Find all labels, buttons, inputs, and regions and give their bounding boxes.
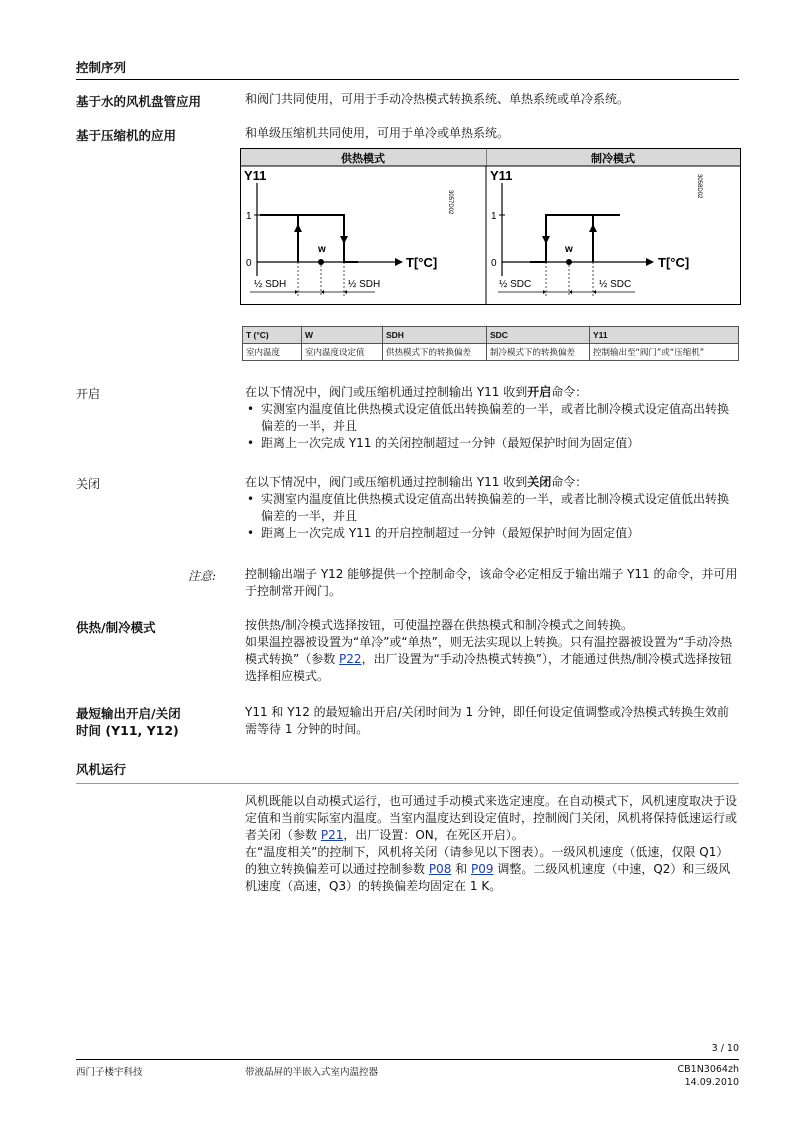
list-item: • 距离上一次完成 Y11 的开启控制超过一分钟（最短保护时间为固定值） [245,525,739,542]
cooling-y-label: Y11 [490,168,513,183]
heating-setpoint-dot [318,259,324,265]
heating-zero: 0 [246,258,252,269]
fan-p2-mid: 和 [451,862,471,876]
footer-company: 西门子楼宇科技 [76,1067,143,1078]
fan-text [245,793,739,895]
legend-table-wrap [242,326,739,361]
compressor-text: 和单级压缩机共同使用，可用于单冷或单热系统。 [245,126,510,140]
p21-link[interactable]: P21 [320,828,344,842]
legend-value-row [243,344,739,361]
legend-value-cell: 控制输出至“阀门”或“压缩机” [590,344,739,361]
list-item: • 距离上一次完成 Y11 的关闭控制超过一分钟（最短保护时间为固定值） [245,435,739,452]
min-output-heading-line2: 时间 (Y11, Y12) [76,723,179,738]
heating-code: 3057D02 [447,190,453,215]
legend-header-cell: SDH [383,327,487,344]
heating-one: 1 [246,211,252,222]
note-label: 注意: [188,569,217,583]
off-intro-text: 在以下情况中，阀门或压缩机通过控制输出 Y11 收到 [245,475,528,489]
heating-y-label: Y11 [244,168,267,183]
fan-coil-text: 和阀门共同使用，可用于手动冷热模式转换系统、单热系统或单冷系统。 [245,92,630,106]
off-section [245,474,739,542]
min-output-heading [76,705,181,739]
footer-product: 带液晶屏的半嵌入式室内温控器 [245,1067,379,1078]
list-item: • 实测室内温度值比供热模式设定值低出转换偏差的一半，或者比制冷模式设定值高出转换偏差的一半，并且 [245,401,739,435]
footer-doc-id: CB1N3064zh [677,1064,739,1075]
heating-up-arrow [294,224,302,232]
cooling-half-right: ½ SDC [599,279,632,290]
heating-title: 供热模式 [341,153,385,165]
fan-p2-post: 调整。二级风机速度（中速，Q2）和三级风机速度（高速，Q3）的转换偏差均固定在 1 K。 [245,862,731,893]
p08-link[interactable]: P08 [428,862,452,876]
page-title: 控制序列 [76,60,127,75]
fan-para2 [245,844,739,895]
on-intro-text: 在以下情况中，阀门或压缩机通过控制输出 Y11 收到 [245,385,528,399]
heat-cool-para2 [245,634,739,685]
off-label: 关闭 [76,477,101,491]
legend-value-cell: 供热模式下的转换偏差 [383,344,487,361]
off-bullets [245,491,739,542]
switching-diagram [240,148,742,306]
footer-date: 14.09.2010 [684,1077,739,1088]
heat-cool-text [245,617,739,685]
fan-coil-heading: 基于水的风机盘管应用 [76,94,202,109]
legend-header-cell: T (°C) [243,327,302,344]
heat-cool-heading: 供热/制冷模式 [76,620,156,635]
heat-cool-line1: 按供热/制冷模式选择按钮，可使温控器在供热模式和制冷模式之间转换。 [245,618,634,632]
fan-p2-pre: 在“温度相关”的控制下，风机将关闭（请参见以下图表）。一级风机速度（低速，仅限 Q1）的独立转换偏差可以通过控制参数 [245,845,729,876]
legend-value-cell: 室内温度设定值 [302,344,383,361]
fan-heading: 风机运行 [76,762,127,777]
p09-link[interactable]: P09 [470,862,494,876]
cooling-one: 1 [491,211,497,222]
cooling-zero: 0 [491,258,497,269]
heating-half-right: ½ SDH [348,279,381,290]
cooling-half-left: ½ SDC [499,279,532,290]
heating-half-left: ½ SDH [254,279,287,290]
min-output-heading-line1: 最短输出开启/关闭 [76,706,181,721]
compressor-heading: 基于压缩机的应用 [76,128,177,143]
on-intro-bold: 开启 [527,385,552,399]
off-intro-bold: 关闭 [527,475,552,489]
cooling-down-arrow [542,236,550,244]
page-number: 3 / 10 [711,1043,739,1054]
cooling-up-arrow [589,224,597,232]
on-bullets [245,401,739,452]
cooling-x-label: T[°C] [658,255,690,270]
off-intro-end: 命令： [551,475,588,489]
heating-w: w [318,244,326,255]
fan-rule [76,783,739,784]
on-section [245,384,739,452]
header-rule [76,79,739,80]
cooling-setpoint-dot [566,259,572,265]
heating-x-label: T[°C] [406,255,438,270]
heat-cool-p2-pre: 如果温控器被设置为“单冷”或“单热”，则无法实现以上转换。只有温控器被设置为“手动冷热模式转换”（参数 [245,635,733,666]
p22-link[interactable]: P22 [339,652,362,666]
on-label: 开启 [76,387,101,401]
on-intro-end: 命令： [551,385,588,399]
legend-header-cell: SDC [487,327,590,344]
list-item: • 实测室内温度值比供热模式设定值高出转换偏差的一半，或者比制冷模式设定值低出转换偏差的一半，并且 [245,491,739,525]
heat-cool-p2-post: ，出厂设置为“手动冷热模式转换”），才能通过供热/制冷模式选择按钮选择相应模式。 [245,652,733,683]
cooling-panel [490,151,702,296]
on-intro [245,384,739,401]
cooling-code: 3058D02 [696,174,702,199]
legend-header-cell: W [302,327,383,344]
min-output-text: Y11 和 Y12 的最短输出开启/关闭时间为 1 分钟，即任何设定值调整或冷热模式转换生效前需等待 1 分钟的时间。 [245,705,729,736]
footer-rule [76,1059,739,1060]
off-intro [245,474,739,491]
cooling-title: 制冷模式 [591,153,635,165]
legend-value-cell: 制冷模式下的转换偏差 [487,344,590,361]
fan-p1-post: ，出厂设置：ON，在死区开启）。 [343,828,524,842]
legend-value-cell: 室内温度 [243,344,302,361]
fan-p1-pre: 风机既能以自动模式运行，也可通过手动模式来选定速度。在自动模式下，风机速度取决于设定值和当前实际室内温度。当室内温度达到设定值时，控制阀门关闭，风机将保持低速运行或者关闭（参数 [245,794,738,842]
heating-panel [244,151,453,296]
legend-table [242,326,739,361]
cooling-w: w [565,244,573,255]
note-text: 控制输出端子 Y12 能够提供一个控制命令，该命令必定相反于输出端子 Y11 的命令，并可用于控制常开阀门。 [245,567,738,598]
legend-header-row [243,327,739,344]
fan-para1 [245,793,739,844]
heating-down-arrow [340,236,348,244]
legend-header-cell: Y11 [590,327,739,344]
